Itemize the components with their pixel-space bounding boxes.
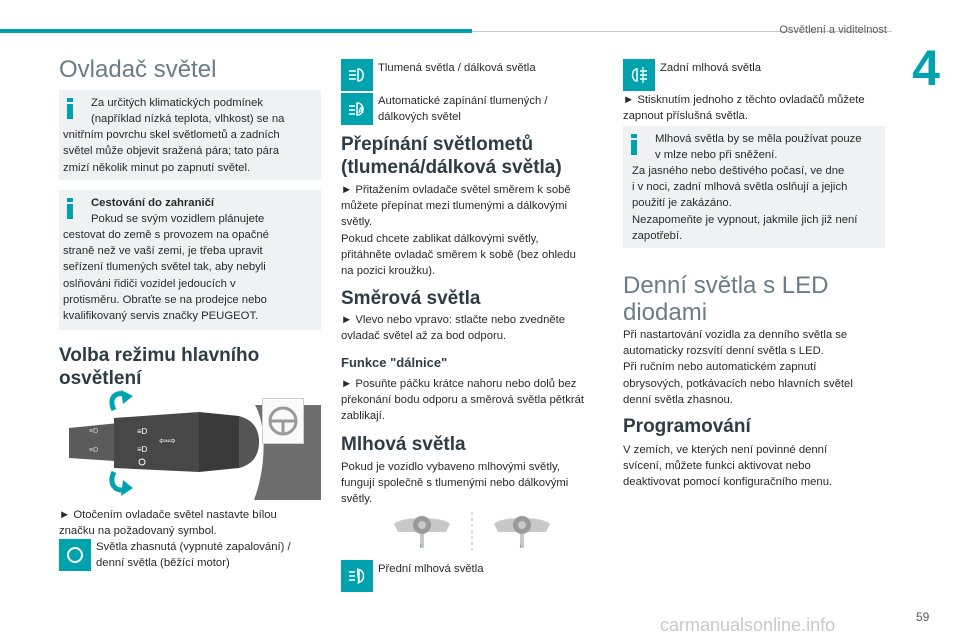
lights-off-label: Světla zhasnutá (vypnuté zapalování) / denní světla (běžící motor) [96,541,291,570]
info-line: Za jasného nebo deštivého počasí, ve dne [632,165,845,177]
info-line: Za určitých klimatických podmínek [91,97,264,109]
svg-text:≡D: ≡D [89,447,99,454]
auto-headlamp-label: Automatické zapínání tlumených / dálkových světel [378,95,548,124]
info-line: vnitřním povrchu skel světlometů a zadních [63,129,280,142]
low-high-beam-icon [341,59,373,91]
page-title-light-switch: Ovladač světel [59,56,217,83]
front-fog-label: Přední mlhová světla [378,563,484,575]
beam-switch-text: ► Přitažením ovladače světel směrem k sobě můžete přepínat mezi tlumenými a dálkovými světly. Pokud chcete zablikat dálkovými světly, přitáhněte ovladač směrem k sobě (bez ohledu na pozici kroužku). [341,184,576,278]
chapter-number: 4 [892,37,960,99]
rear-fog-label: Zadní mlhová světla [660,62,762,74]
svg-text:≡D: ≡D [137,427,148,436]
info-line: Nezapomeňte je vypnout, jakmile jich již není [632,213,858,226]
info-line: kvalifikovaný servis značky PEUGEOT. [63,310,259,323]
info-line: Mlhová světla by se měla používat pouze [655,133,862,145]
rear-fog-icon [623,59,655,91]
info-title: Cestování do zahraničí [91,197,215,209]
subheading-highway: Funkce "dálnice" [341,355,448,370]
auto-headlamp-icon [341,93,373,125]
svg-text:↓: ↓ [419,542,423,549]
section-heading-programming: Programování [623,416,751,437]
turn-signals-text: ► Vlevo nebo vpravo: stlačte nebo zvedněte ovladač světel až za bod odporu. [341,314,566,343]
section-heading-turn-signals: Směrová světla [341,288,481,309]
rear-fog-text: ► Stisknutím jednoho z těchto ovladačů můžete zapnout příslušná světla. [623,94,865,123]
svg-text:⇦⇨: ⇦⇨ [159,436,176,447]
section-title: Osvětlení a viditelnost [779,24,887,36]
header-accent-bar [0,29,472,33]
highway-text: ► Posuňte páčku krátce nahoru nebo dolů bez překonání bodu odporu a směrová světla pětkrát zablikají. [341,378,585,423]
svg-text:A: A [358,106,364,115]
info-box-condensation [59,90,321,180]
section-heading-main-lighting: Volba režimu hlavního osvětlení [59,345,260,389]
info-line: použití je zakázáno. [632,197,732,210]
info-line: zmizí několik minut po zapnutí světel. [63,161,251,174]
drl-text: Při nastartování vozidla za denního světla se automaticky rozsvítí denní světla s LED. Při ručním nebo automatickém zapnutí obrysových, potkávacích nebo hlavních světel denní světla zhasnou. [623,329,853,406]
watermark: carmanualsonline.info [660,615,836,635]
info-icon [631,134,637,155]
bullet-rotate-ring: ► Otočením ovladače světel nastavte bílou značku na požadovaný symbol. [59,509,277,538]
section-heading-beam-switch: Přepínání světlometů (tlumená/dálková světla) [341,134,562,178]
fog-lights-text: Pokud je vozidlo vybaveno mlhovými světly, fungují společně s tlumenými nebo dálkovými světly. [341,461,569,506]
info-line: oslňováni řidiči vozidel jedoucích v [63,277,236,290]
programming-text: V zemích, ve kterých není povinné denní svícení, můžete funkci aktivovat nebo deaktivovat pomocí konfiguračního menu. [623,444,833,489]
lights-off-icon [59,539,91,571]
info-box-fog-usage [623,126,885,248]
info-line: v mlze nebo při sněžení. [655,149,778,162]
low-high-beam-label: Tlumená světla / dálková světla [378,62,536,74]
section-heading-fog-lights: Mlhová světla [341,434,466,455]
fog-controls-illustration [390,510,560,554]
front-fog-icon [341,560,373,592]
info-line: cestovat do země s provozem na opačné [63,229,269,241]
info-line: straně než ve vaší zemi, je třeba upravit [63,245,263,258]
info-line: (například nízká teplota, vlhkost) se na [91,113,285,125]
svg-text:↓: ↓ [519,542,523,549]
info-line: seřízení tlumených světel tak, aby nebyli [63,261,266,274]
section-heading-drl: Denní světla s LED diodami [623,272,829,326]
svg-text:≡D: ≡D [89,428,99,435]
info-line: protisměru. Obraťte se na prodejce nebo [63,293,267,306]
svg-text:≡D: ≡D [137,445,148,454]
steering-wheel-icon [262,398,304,444]
info-line: světel může objevit sražená pára; tato pára [63,145,280,158]
info-line: zapotřebí. [632,229,683,242]
info-icon [67,198,73,219]
page-number: 59 [916,610,930,624]
info-line: i v noci, zadní mlhová světla oslňují a jejich [632,181,848,194]
info-line: Pokud se svým vozidlem plánujete [91,213,265,226]
info-box-travel-abroad [59,190,321,330]
